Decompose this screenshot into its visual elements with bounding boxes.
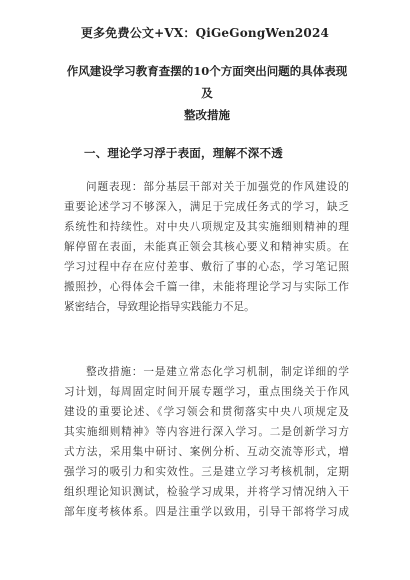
problem-paragraph xyxy=(64,177,349,317)
measures-paragraph xyxy=(64,362,349,522)
document-title xyxy=(62,60,352,126)
document-title-line-1: 作风建设学习教育查摆的10个方面突出问题的具体表现及 xyxy=(66,64,348,100)
problem-line: 重要论述学习不够深入，满足于完成任务式的学习，缺乏 xyxy=(64,201,349,213)
problem-line: 解停留在表面，未能真正领会其核心要义和精神实质。在 xyxy=(64,241,349,253)
measures-line: 组织理论知识测试，检验学习成果，并将学习情况纳入干 xyxy=(64,486,349,498)
problem-line: 紧密结合，导致理论指导实践能力不足。 xyxy=(64,301,255,313)
header-watermark-text: 更多免费公文+VX：QiGeGongWen2024 xyxy=(80,26,330,40)
measures-line: 整改措施：一是建立常态化学习机制，制定详细的学 xyxy=(86,366,349,378)
measures-line: 部年度考核体系。四是注重学以致用，引导干部将学习成 xyxy=(64,506,349,518)
problem-line: 问题表现：部分基层干部对关于加强党的作风建设的 xyxy=(86,181,349,193)
measures-line: 式方法，采用集中研讨、案例分析、互动交流等形式，增 xyxy=(64,446,349,458)
problem-line: 系统性和持续性。对中央八项规定及其实施细则精神的理 xyxy=(64,221,349,233)
measures-line: 建设的重要论述、《学习领会和贯彻落实中央八项规定及 xyxy=(64,406,349,418)
problem-line: 搬照抄，心得体会千篇一律，未能将理论学习与实际工作 xyxy=(64,281,349,293)
measures-line: 习计划，每周固定时间开展专题学习，重点围绕关于作风 xyxy=(64,386,349,398)
section-heading: 一、理论学习浮于表面，理解不深不透 xyxy=(84,146,283,160)
problem-line: 学习过程中存在应付差事、敷衍了事的心态，学习笔记照 xyxy=(64,261,349,273)
document-title-line-2: 整改措施 xyxy=(184,108,230,122)
measures-line: 其实施细则精神》等内容进行深入学习。二是创新学习方 xyxy=(64,426,349,438)
measures-line: 强学习的吸引力和实效性。三是建立学习考核机制，定期 xyxy=(64,466,349,478)
